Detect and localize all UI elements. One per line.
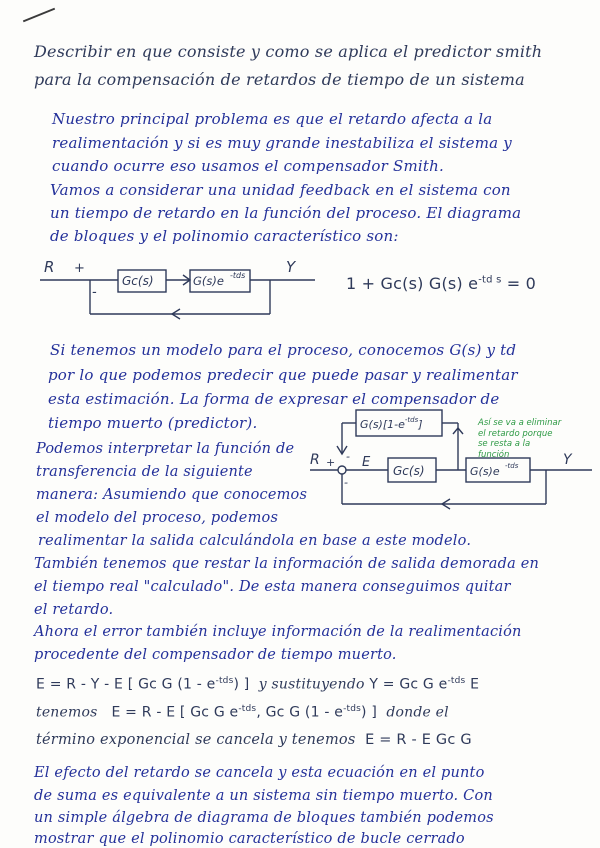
input-label-r: R xyxy=(310,452,320,468)
process-block-exponent: -tds xyxy=(230,271,246,280)
characteristic-polynomial: 1 + Gc(s) G(s) $e^{-td s} = 0$ xyxy=(346,274,537,293)
sum-minus-sign-top: - xyxy=(346,450,350,463)
answer-line: Podemos interpretar la función de xyxy=(36,441,295,457)
predictor-block-label: $G(s)[1-e^{-tds}]$ xyxy=(360,416,423,431)
answer-line: esta estimación. La forma de expresar el compensador de xyxy=(48,390,500,408)
note-line: el retardo porque xyxy=(478,428,553,439)
controller-block-label: Gc(s) xyxy=(393,464,425,478)
answer-line: manera: Asumiendo que conocemos xyxy=(36,487,308,503)
answer-line: realimentación y si es muy grande inestabiliza el sistema y xyxy=(52,134,512,152)
answer-line: de bloques y el polinomio característico son: xyxy=(50,227,399,245)
answer-line: procedente del compensador de tiempo muerto. xyxy=(34,647,397,663)
answer-line: el tiempo real "calculado". De esta manera conseguimos quitar xyxy=(34,579,511,595)
sum-minus-sign-bottom: - xyxy=(344,476,348,489)
corner-pen-mark xyxy=(23,8,55,23)
sum-plus-sign: + xyxy=(74,261,85,276)
answer-line: de suma es equivalente a un sistema sin tiempo muerto. Con xyxy=(34,788,493,804)
answer-line: realimentar la salida calculándola en base a este modelo. xyxy=(38,533,472,549)
answer-line: Vamos a considerar una unidad feedback en el sistema con xyxy=(50,181,511,199)
answer-line: mostrar que el polinomio característico de bucle cerrado xyxy=(34,831,465,847)
answer-line: tiempo muerto (predictor). xyxy=(48,414,258,432)
equation-line-2: tenemos E = R - E [ Gc G $e^{-tds}$, Gc G $(1 - e^{-tds})$ ] donde el xyxy=(36,704,449,721)
note-line: Así se va a eliminar xyxy=(478,418,562,428)
input-label-r: R xyxy=(44,258,55,276)
output-label-y: Y xyxy=(286,258,296,276)
process-block-label: G(s)e xyxy=(193,274,224,288)
note-line: función xyxy=(478,449,510,460)
answer-line: transferencia de la siguiente xyxy=(36,464,253,480)
sum-plus-sign: + xyxy=(326,456,336,469)
answer-line: el modelo del proceso, podemos xyxy=(36,510,279,526)
green-margin-note xyxy=(478,418,594,460)
process-block-exponent: -tds xyxy=(505,462,519,470)
question-line-2: para la compensación de retardos de tiempo de un sistema xyxy=(34,70,525,89)
error-label-e: E xyxy=(362,455,371,470)
note-line: se resta a la xyxy=(478,439,531,449)
answer-line: Si tenemos un modelo para el proceso, conocemos G(s) y td xyxy=(50,341,517,359)
answer-line: por lo que podemos predecir que puede pasar y realimentar xyxy=(48,366,518,384)
sum-minus-sign: - xyxy=(92,285,97,300)
output-label-y: Y xyxy=(563,452,572,468)
process-block-label: G(s)e xyxy=(470,465,500,478)
answer-line: El efecto del retardo se cancela y esta ecuación en el punto xyxy=(34,765,485,781)
equation-line-1: E = R - Y - E [ Gc G $(1 - e^{-tds})$ ] y sustituyendo Y = Gc G $e^{-tds}$ E xyxy=(36,676,480,693)
answer-line: un tiempo de retardo en la función del proceso. El diagrama xyxy=(50,204,522,222)
answer-line: un simple álgebra de diagrama de bloques también podemos xyxy=(34,810,494,826)
answer-line: el retardo. xyxy=(34,602,114,618)
answer-line: También tenemos que restar la información de salida demorada en xyxy=(34,556,540,572)
block-diagram-feedback xyxy=(30,252,330,330)
controller-block-label: Gc(s) xyxy=(122,274,154,288)
answer-line: cuando ocurre eso usamos el compensador Smith. xyxy=(52,157,444,175)
answer-line: Nuestro principal problema es que el retardo afecta a la xyxy=(52,110,493,128)
question-line-1: Describir en que consiste y como se aplica el predictor smith xyxy=(34,42,543,61)
equation-line-3: término exponencial se cancela y tenemos E = R - E Gc G xyxy=(36,732,472,748)
answer-line: Ahora el error también incluye información de la realimentación xyxy=(34,624,522,640)
